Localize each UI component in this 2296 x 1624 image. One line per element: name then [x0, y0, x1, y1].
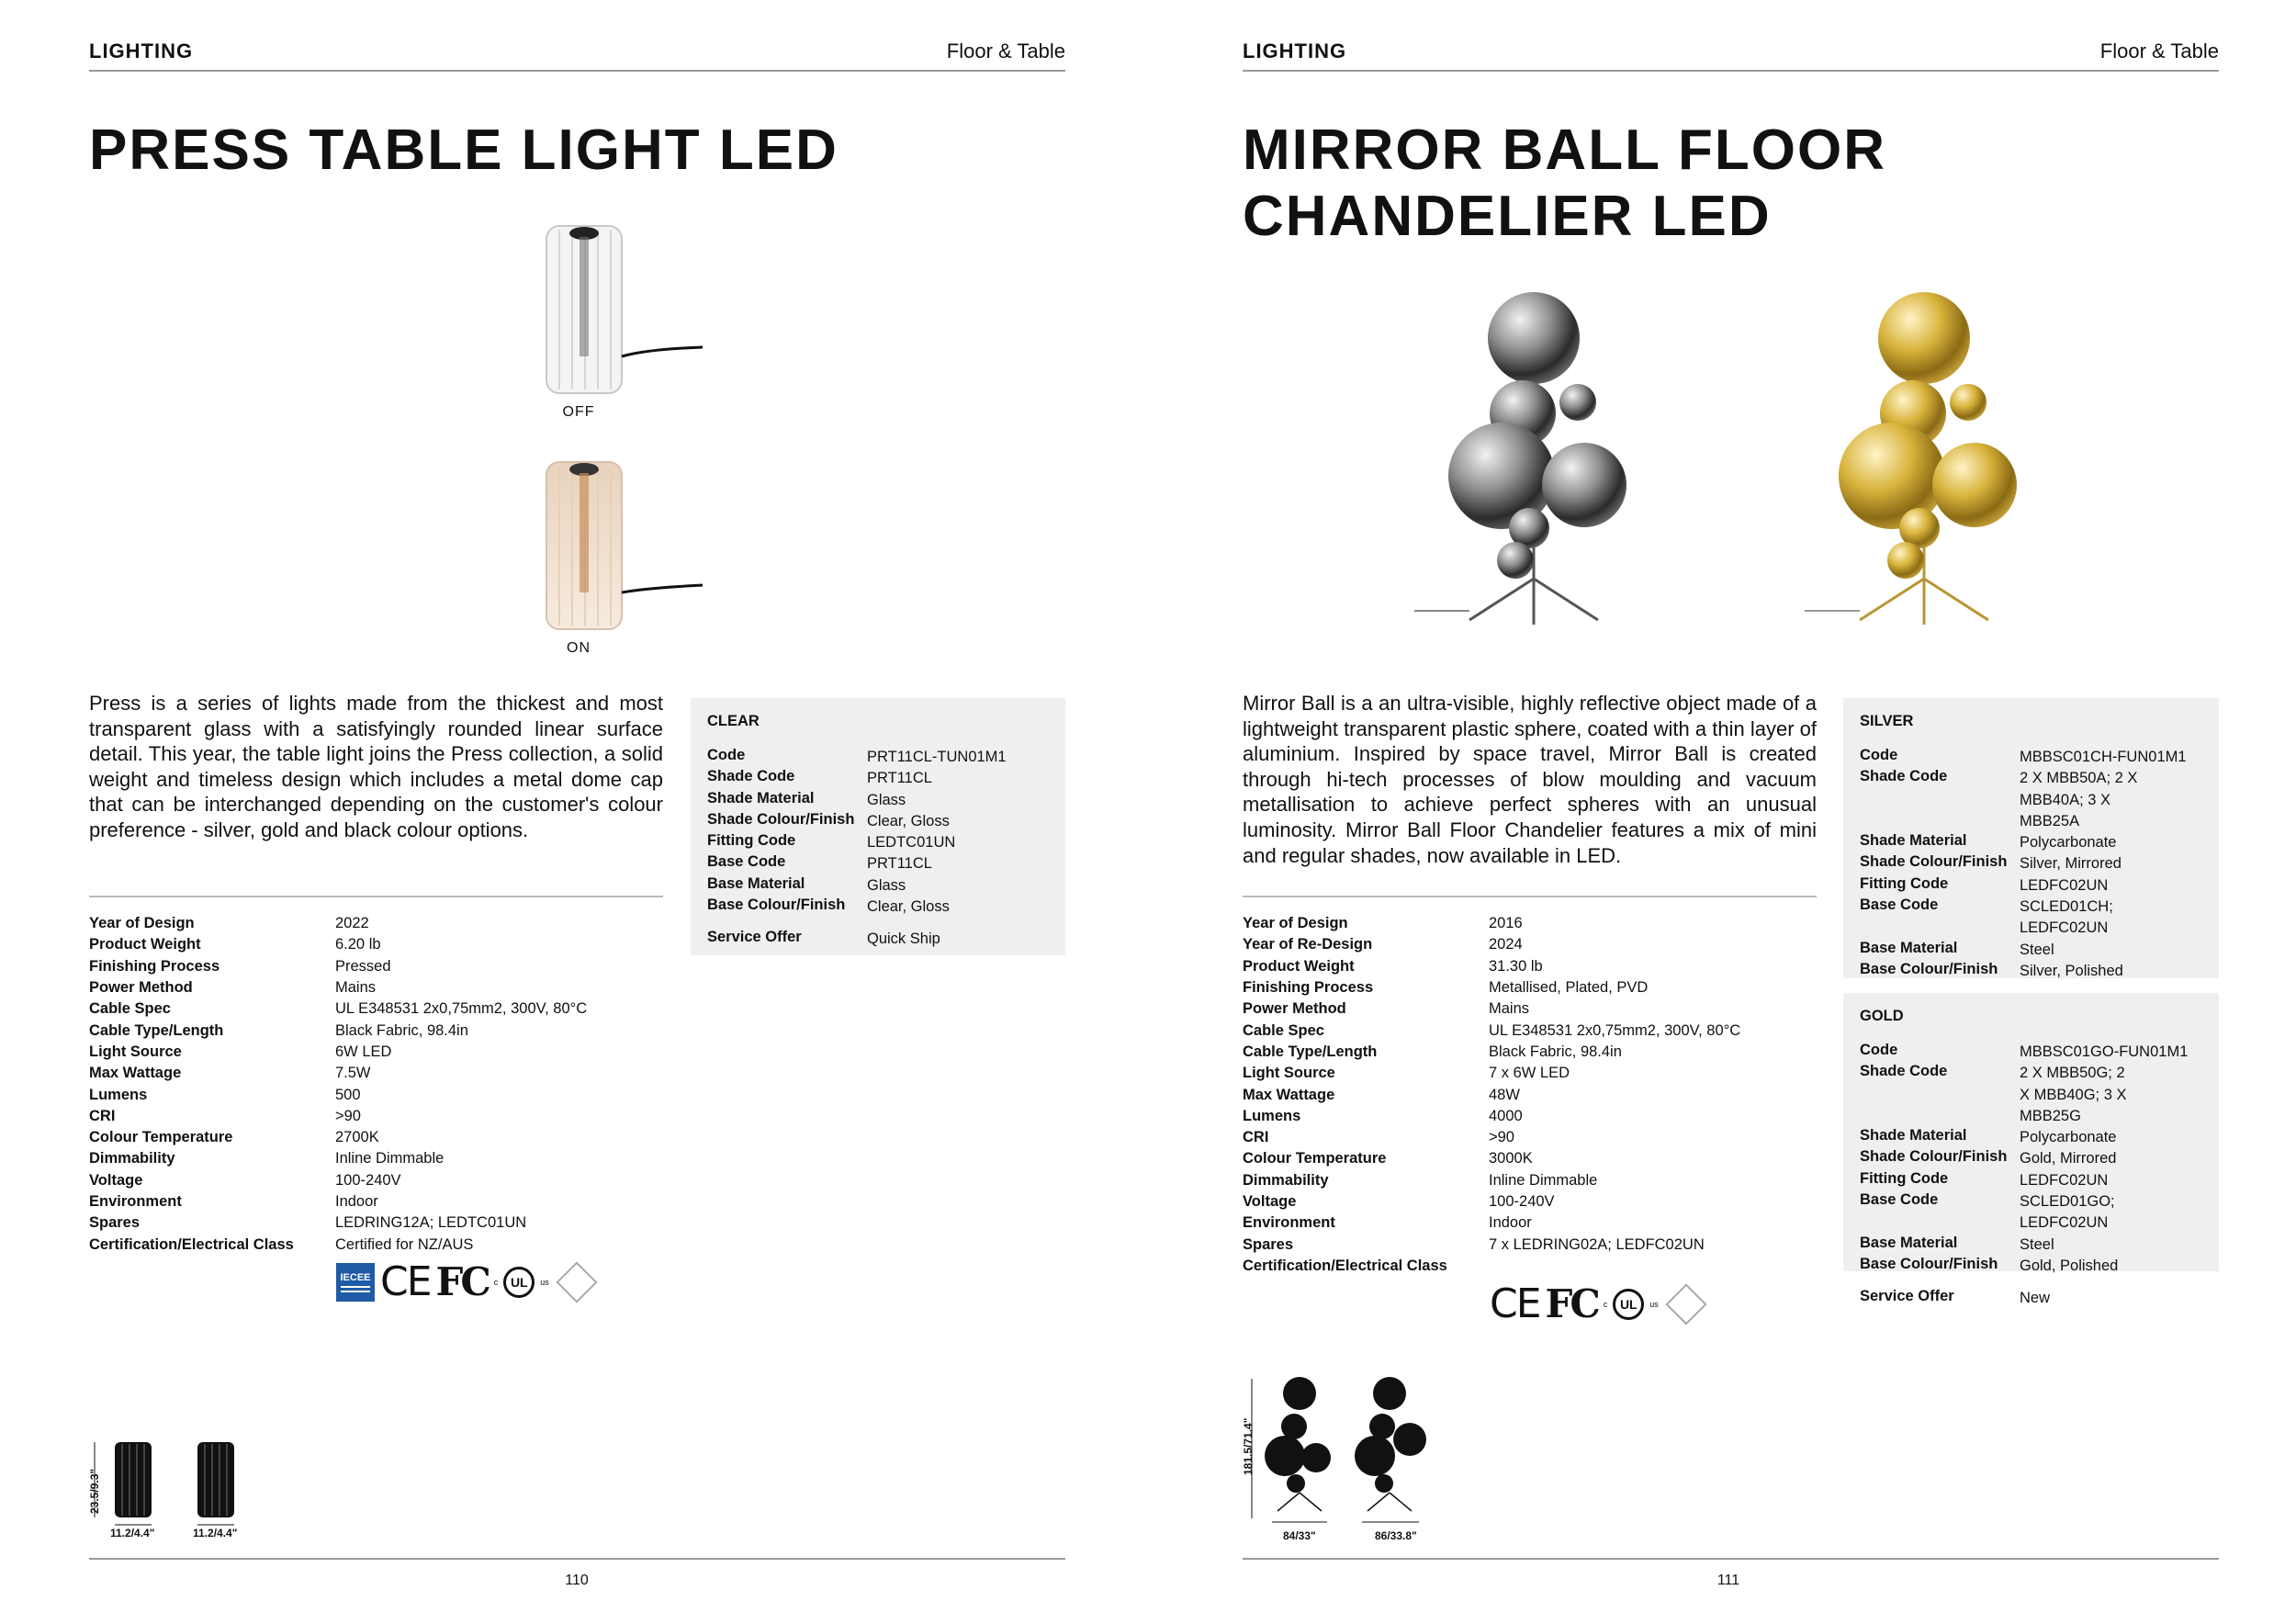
dimension-width: 86/33.8": [1375, 1529, 1417, 1542]
finish-box-silver: SILVER Code MBBSC01CH-FUN01M1 Shade Code 2 X MBB50A; 2 X MBB40A; 3 X MBB25A Shade Material Polycarbonate Shade Colour/Finish Silver, Mirrored Fitting Code LEDFC02UN Base Code SCLED01CH; LEDFC02UN Base Material Steel Base Colour/Finish Silver, Polished: [1843, 698, 2219, 978]
class-diamond-icon: [1665, 1283, 1706, 1325]
spec-row: Spares LEDRING12A; LEDTC01UN: [89, 1214, 527, 1232]
spec-row: Power Method Mains: [89, 979, 377, 997]
lamp-on-image: [537, 455, 712, 638]
dimension-width: 11.2/4.4": [110, 1527, 155, 1539]
spec-table: [89, 913, 663, 1256]
dimension-drawing: [1244, 1373, 1465, 1529]
dimension-width: 11.2/4.4": [193, 1527, 238, 1539]
spec-row: Dimmability Inline Dimmable: [89, 1150, 445, 1167]
finish-title: GOLD: [1860, 1008, 1904, 1024]
spec-row: Cable Type/Length Black Fabric, 98.4in: [89, 1021, 468, 1039]
spec-table: Year of Design 2016 Year of Re-Design 2024 Product Weight 31.30 lb Finishing Process Metallised, Plated, PVD Power Method Mains Cable Spec UL E348531 2x0,75mm2, 300V, 80°C Cable Type/Length Black Fabric, 98.4in Light Source 7 x 6W LED Max Wattage 48W Lumens 4000 CRI >90 Colour Temperature 3000K Dimmability Inline Dimmable Voltage 100-240V Environment Indoor Spares 7 x LEDRING02A; LEDFC02UN Certification/Electrical Class: [1243, 915, 1741, 1274]
spec-row: Environment Indoor: [89, 1193, 378, 1210]
lamp-off-image: [537, 219, 712, 402]
page-number: 111: [1716, 1573, 1740, 1588]
dimension-height: 23.5/9.3": [88, 1468, 101, 1514]
lamp-on-label: ON: [567, 640, 591, 656]
footer-divider: [1243, 1558, 2219, 1560]
spec-row: Year of Design 2022: [89, 915, 369, 932]
fcc-mark-icon: FC: [435, 1259, 489, 1304]
section-label: LIGHTING: [89, 39, 194, 62]
dimension-height: 181.5/71.4": [1242, 1417, 1255, 1475]
ce-mark-icon: CE: [380, 1258, 431, 1305]
fcc-mark-icon: FC: [1545, 1281, 1598, 1326]
spec-row: Voltage 100-240V: [89, 1171, 401, 1189]
silver-chandelier-image: [1414, 285, 1662, 634]
class-diamond-icon: [556, 1261, 597, 1303]
divider: [1243, 896, 1817, 897]
finish-title: SILVER: [1860, 713, 1914, 729]
gold-chandelier-image: [1805, 285, 2053, 634]
right-page: [1148, 0, 2296, 1624]
certification-marks: IECEE CE FC c UL us: [336, 1258, 591, 1305]
spec-row: Light Source 6W LED: [89, 1043, 392, 1060]
category-label: Floor & Table: [2099, 39, 2219, 62]
spec-row: Max Wattage 7.5W: [89, 1065, 371, 1082]
spec-row: Lumens 500: [89, 1086, 361, 1103]
page-number: 110: [565, 1573, 589, 1588]
spec-row: CRI >90: [89, 1107, 361, 1124]
spec-row: Cable Spec UL E348531 2x0,75mm2, 300V, 80°C: [89, 1000, 588, 1018]
spec-row: Finishing Process Pressed: [89, 957, 391, 975]
finish-box-gold: GOLD Code MBBSC01GO-FUN01M1 Shade Code 2 X MBB50G; 2 X MBB40G; 3 X MBB25G Shade Material Polycarbonate Shade Colour/Finish Gold, Mirrored Fitting Code LEDFC02UN Base Code SCLED01GO; LEDFC02UN Base Material Steel Base Colour/Finish Gold, Polished Service Offer New: [1843, 993, 2219, 1271]
product-title: MIRROR BALL FLOOR CHANDELIER LED: [1243, 118, 1887, 248]
product-title: PRESS TABLE LIGHT LED: [89, 118, 838, 182]
lamp-off-label: OFF: [562, 404, 595, 420]
spec-row: Certification/Electrical Class Certified for NZ/AUS: [89, 1235, 474, 1253]
footer-divider: [89, 1558, 1065, 1560]
ul-mark-icon: UL: [1613, 1289, 1644, 1320]
product-description: Press is a series of lights made from the thickest and most transparent glass with a satisfyingly rounded linear surface detail. This year, the table light joins the Press collection, a solid weight and timeless design which includes a metal dome cap that can be interchanged depending on the customer's colour preference - silver, gold and black colour options.: [89, 692, 663, 841]
spec-row: Product Weight 6.20 lb: [89, 936, 381, 953]
divider: [89, 896, 663, 897]
page-header: [89, 33, 1065, 72]
ul-mark-icon: UL: [503, 1267, 535, 1298]
category-label: Floor & Table: [946, 39, 1065, 62]
ce-mark-icon: CE: [1490, 1280, 1540, 1327]
dimension-width: 84/33": [1283, 1529, 1316, 1542]
iecee-icon: IECEE: [336, 1263, 375, 1302]
section-label: LIGHTING: [1243, 39, 1347, 62]
spec-row: Colour Temperature 2700K: [89, 1129, 379, 1146]
product-description: Mirror Ball is a an ultra-visible, highly reflective object made of a lightweight transparent plastic sphere, coated with a thin layer of aluminium. Inspired by space travel, Mirror Ball is created through hi-tech processes of blow moulding and vacuum metallisation to achieve perfect spheres with an unusual luminosity. Mirror Ball Floor Chandelier features a mix of mini and regular shades, now available in LED.: [1243, 692, 1817, 867]
page-header: [1243, 33, 2219, 72]
finish-box-clear: CLEAR Code PRT11CL-TUN01M1 Shade Code PRT11CL Shade Material Glass Shade Colour/Finish Clear, Gloss Fitting Code LEDTC01UN Base Code PRT11CL Base Material Glass Base Colour/Finish Clear, Gloss Service Offer Quick Ship: [691, 698, 1065, 955]
finish-title: CLEAR: [707, 713, 760, 729]
certification-marks: CE FC c UL us: [1490, 1280, 1701, 1327]
